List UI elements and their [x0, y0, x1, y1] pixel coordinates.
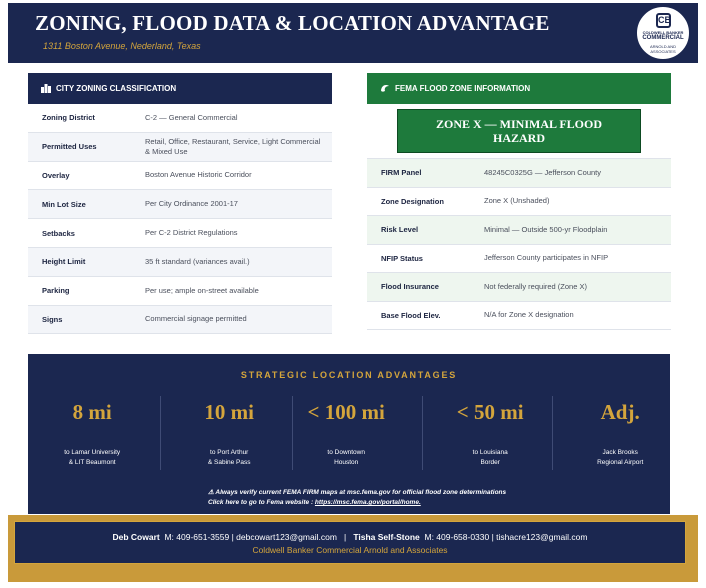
- flood-value: 48245C0325G — Jefferson County: [484, 167, 602, 177]
- advantage-item: [426, 394, 554, 474]
- flood-row: [367, 273, 671, 302]
- flood-value: Minimal — Outside 500-yr Floodplain: [484, 224, 608, 234]
- advantage-label-line1: to Lamar University: [64, 449, 121, 456]
- zoning-label: Parking: [42, 286, 70, 296]
- advantage-label-line2: Regional Airport: [597, 459, 644, 466]
- flood-row: [367, 216, 671, 245]
- advantage-divider: [160, 396, 161, 470]
- zoning-row: [28, 219, 332, 248]
- advantage-label: [165, 448, 293, 468]
- zoning-label: Overlay: [42, 170, 70, 180]
- advantage-item: [28, 394, 156, 474]
- fema-note-line1: ⚠ Always verify current FEMA FIRM maps at msc.fema.gov for official flood zone determinations: [208, 489, 507, 496]
- zoning-panel: [28, 73, 332, 334]
- footer-contact-box: [14, 521, 686, 564]
- zone-banner-wrap: [367, 104, 671, 159]
- advantage-item: [165, 394, 293, 474]
- agent2-name: Tisha Self-Stone: [353, 532, 420, 542]
- advantages-title: STRATEGIC LOCATION ADVANTAGES: [240, 370, 458, 380]
- flood-label: Risk Level: [381, 225, 419, 235]
- zoning-row: [28, 277, 332, 306]
- agent2-details[interactable]: M: 409-658-0330 | tishacre123@gmail.com: [424, 532, 588, 542]
- flood-label: NFIP Status: [381, 253, 423, 263]
- logo-line-2: COMMERCIAL: [642, 35, 684, 41]
- advantage-label-line1: Jack Brooks: [602, 449, 638, 456]
- zoning-rows: [28, 104, 332, 334]
- zoning-label: Height Limit: [42, 257, 86, 267]
- page-title: ZONING, FLOOD DATA & LOCATION ADVANTAGE: [35, 11, 550, 35]
- flood-value: N/A for Zone X designation: [484, 310, 574, 320]
- logo-line-1: COLDWELL BANKER: [642, 30, 684, 35]
- advantage-value: Adj.: [600, 400, 640, 424]
- city-buildings-icon: [41, 84, 51, 93]
- advantage-label-line2: Houston: [334, 459, 359, 466]
- advantage-item: [556, 394, 684, 474]
- flood-label: Zone Designation: [381, 196, 444, 206]
- zoning-label: Permitted Uses: [42, 142, 97, 152]
- fema-note: [208, 488, 506, 508]
- advantage-label-line2: & Sabine Pass: [207, 459, 251, 466]
- agent1-name: Deb Cowart: [112, 532, 160, 542]
- advantage-label: [28, 448, 156, 468]
- flood-label: Base Flood Elev.: [381, 310, 441, 320]
- advantage-value: 10 mi: [204, 400, 254, 424]
- zoning-value: Retail, Office, Restaurant, Service, Light Commercial & Mixed Use: [145, 136, 321, 156]
- logo-line-4: ASSOCIATES: [650, 49, 676, 54]
- zoning-value: 35 ft standard (variances avail.): [145, 256, 250, 266]
- flood-row: [367, 159, 671, 188]
- flood-label: Flood Insurance: [381, 282, 439, 292]
- fema-note-prefix: Click here to go to Fema website :: [208, 499, 315, 506]
- zoning-value: Commercial signage permitted: [145, 314, 247, 324]
- advantage-label-line1: to Downtown: [327, 449, 365, 456]
- property-address: 1311 Boston Avenue, Nederland, Texas: [43, 41, 201, 51]
- zoning-row: [28, 248, 332, 277]
- contact-separator: |: [344, 532, 347, 542]
- zoning-row: [28, 104, 332, 133]
- zoning-value: Per use; ample on-street available: [145, 285, 259, 295]
- advantage-label-line2: & LIT Beaumont: [68, 459, 116, 466]
- flood-panel: [367, 73, 671, 330]
- advantage-divider: [552, 396, 553, 470]
- zoning-row: [28, 190, 332, 219]
- zoning-value: Per C-2 District Regulations: [145, 228, 238, 238]
- advantage-label: [282, 448, 410, 468]
- flood-value: Not federally required (Zone X): [484, 281, 587, 291]
- wave-icon: [380, 84, 390, 93]
- zoning-value: C-2 — General Commercial: [145, 112, 238, 122]
- footer: [8, 515, 698, 582]
- advantage-value: < 50 mi: [456, 400, 524, 424]
- zoning-value: Per City Ordinance 2001-17: [145, 199, 238, 209]
- flood-value: Jefferson County participates in NFIP: [484, 253, 609, 263]
- flood-label: FIRM Panel: [381, 168, 422, 178]
- flood-row: [367, 188, 671, 217]
- advantage-label-line1: to Port Arthur: [210, 449, 249, 456]
- zoning-label: Min Lot Size: [42, 199, 86, 209]
- zoning-label: Signs: [42, 314, 63, 324]
- advantage-label-line1: to Louisiana: [472, 449, 508, 456]
- advantage-label: [426, 448, 554, 468]
- company-name: Coldwell Banker Commercial Arnold and Associates: [252, 545, 448, 555]
- flood-value: Zone X (Unshaded): [484, 196, 550, 206]
- advantage-label: [556, 448, 684, 468]
- zoning-panel-title: CITY ZONING CLASSIFICATION: [56, 84, 177, 93]
- logo-line-3: ARNOLD AND: [649, 44, 676, 49]
- advantage-divider: [422, 396, 423, 470]
- advantage-value: < 100 mi: [307, 400, 385, 424]
- zoning-value: Boston Avenue Historic Corridor: [145, 170, 252, 180]
- flood-row: [367, 245, 671, 274]
- zone-banner: ZONE X — MINIMAL FLOOD HAZARD: [397, 109, 641, 153]
- zoning-row: [28, 306, 332, 335]
- advantage-item: [282, 394, 410, 474]
- location-advantages: [28, 354, 670, 514]
- advantage-label-line2: Border: [480, 459, 500, 466]
- agent1-details[interactable]: M: 409-651-3559 | debcowart123@gmail.com: [164, 532, 337, 542]
- logo-mark: CB: [656, 13, 671, 28]
- flood-row: [367, 302, 671, 331]
- flood-panel-header: [367, 73, 671, 104]
- fema-website-link[interactable]: https://msc.fema.gov/portal/home.: [314, 499, 421, 506]
- header-banner: [8, 3, 698, 63]
- zoning-row: [28, 133, 332, 162]
- zoning-row: [28, 162, 332, 191]
- flood-panel-title: FEMA FLOOD ZONE INFORMATION: [395, 84, 531, 93]
- zoning-panel-header: [28, 73, 332, 104]
- advantage-value: 8 mi: [72, 400, 112, 424]
- contact-line: [15, 532, 685, 542]
- zoning-label: Setbacks: [42, 228, 75, 238]
- company-logo: [635, 5, 691, 61]
- zoning-label: Zoning District: [42, 113, 95, 123]
